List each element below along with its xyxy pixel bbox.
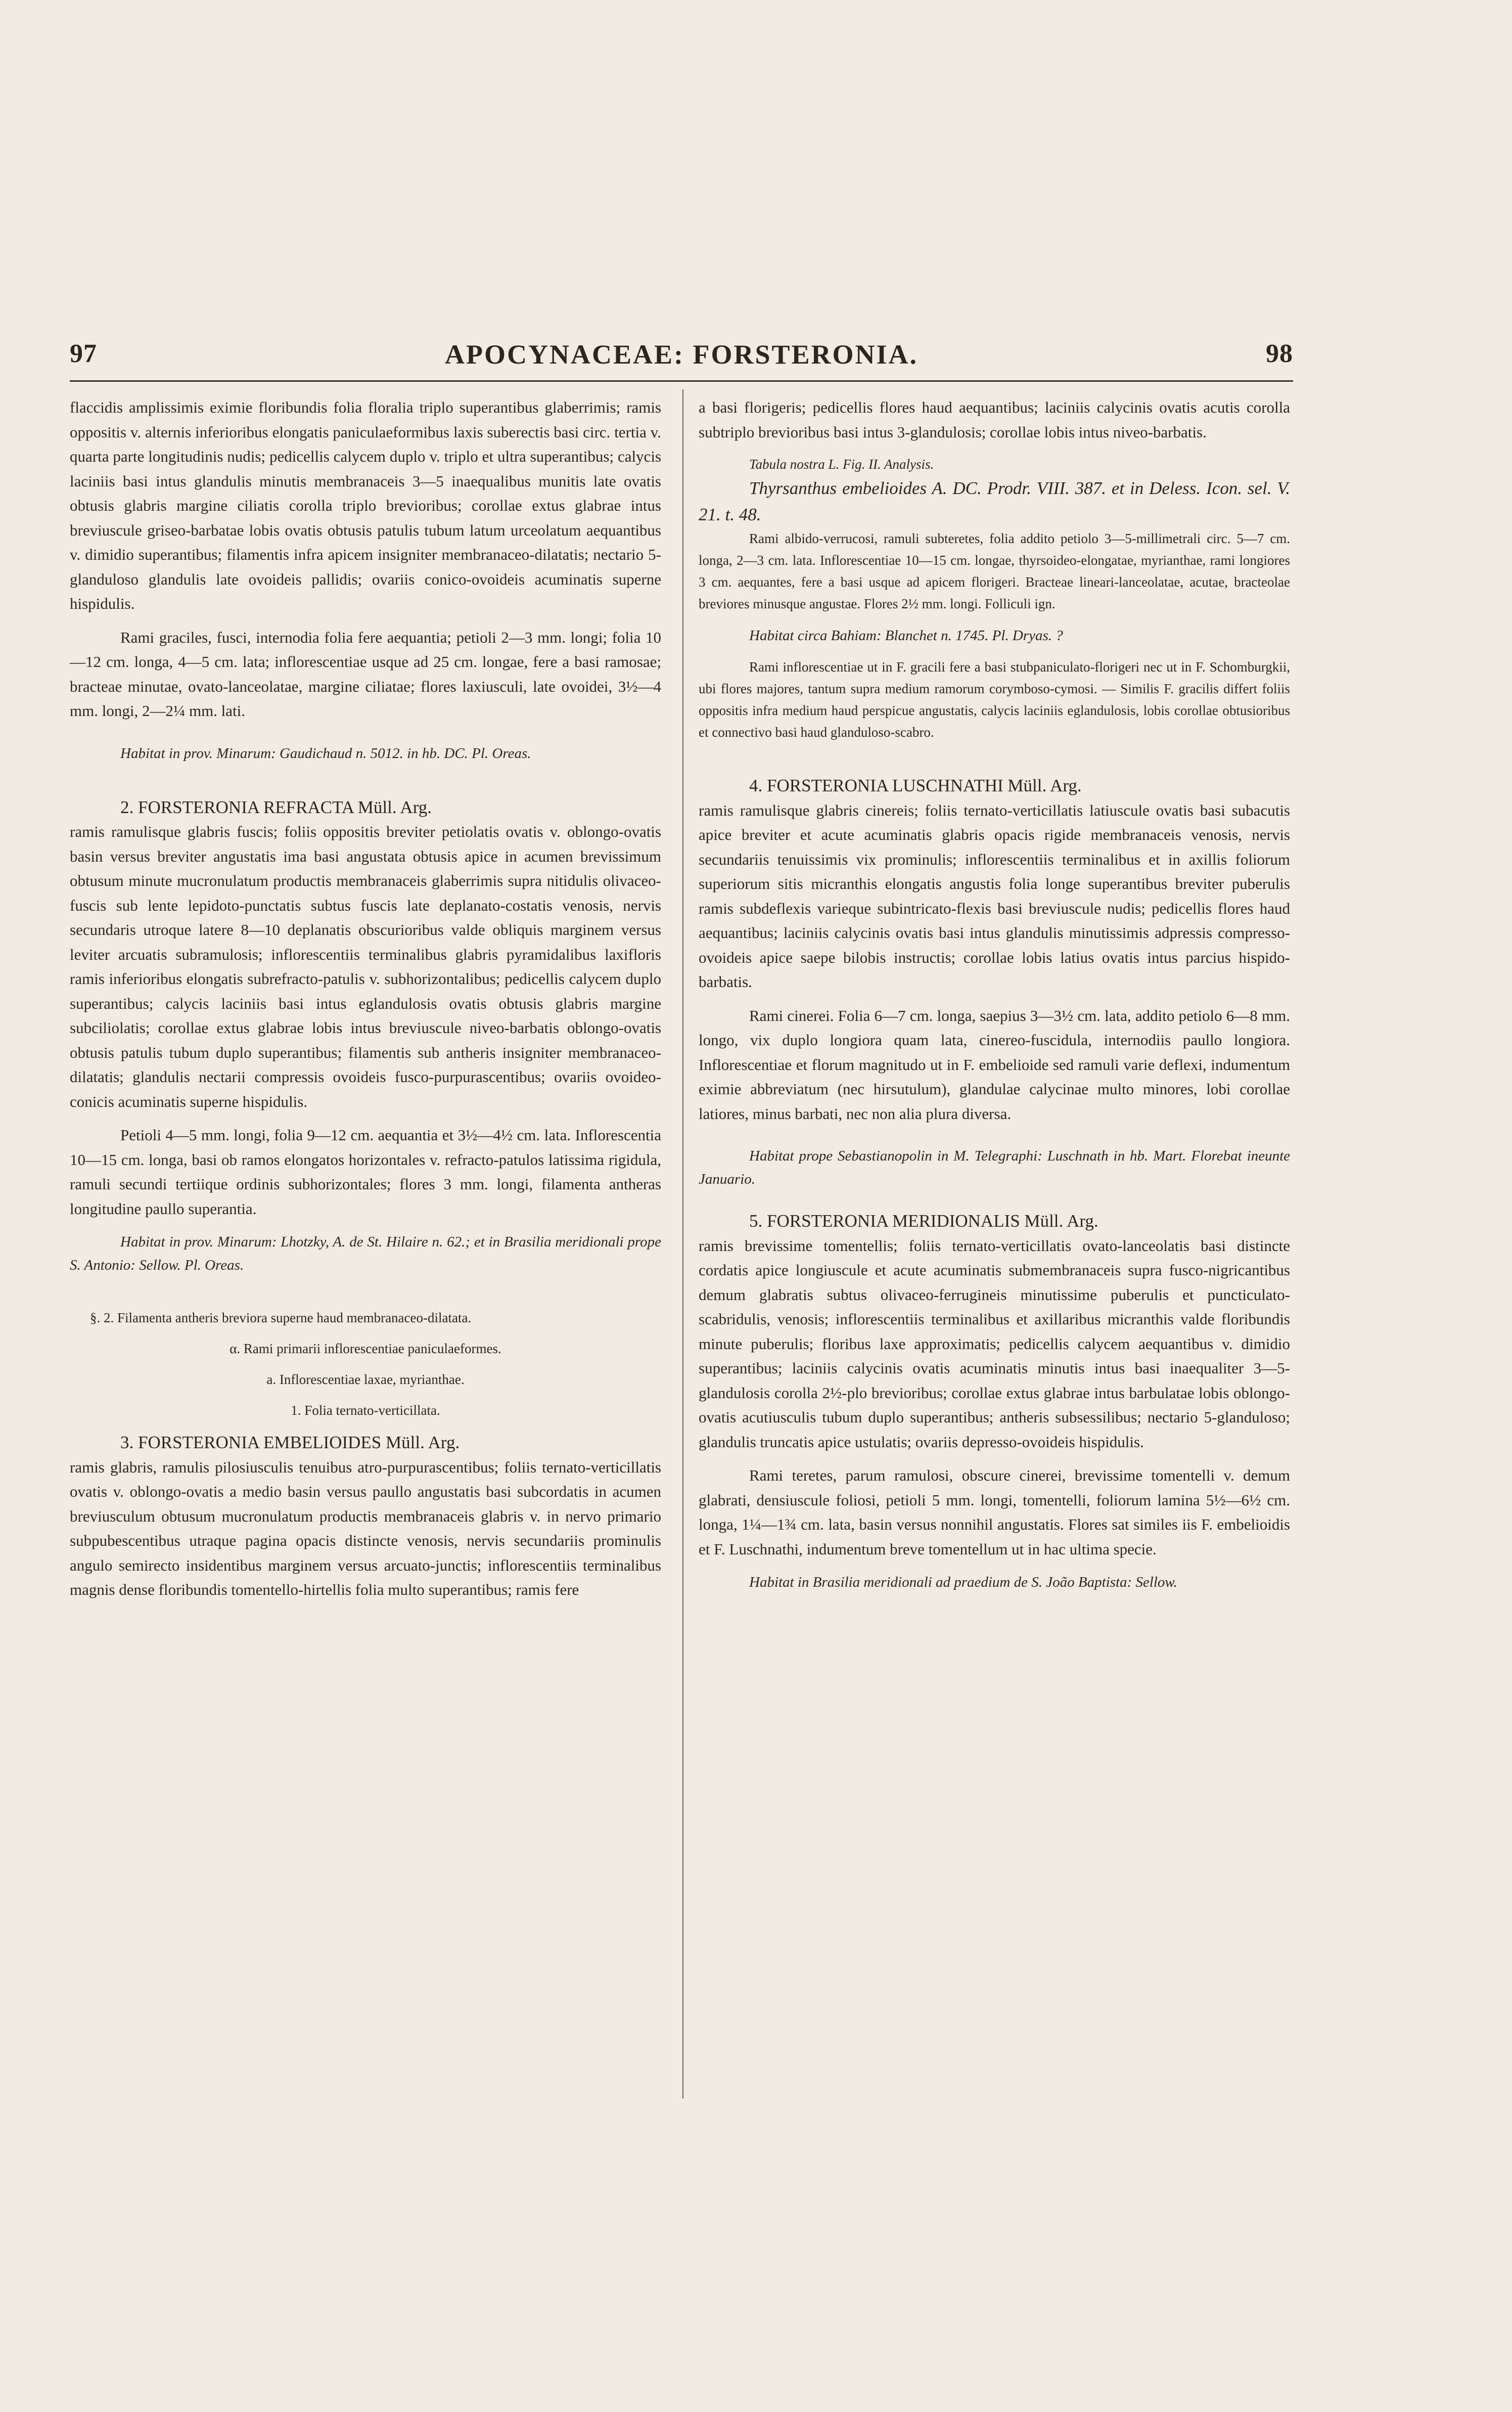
measurements-paragraph: Rami albido-verrucosi, ramuli subteretes, folia addito petiolo 3—5-millimetrali circ. 5—7 cm. longa, 2—3 cm. lata. Inflorescentiae 10—15 cm. longae, thyrsoideo-elongatae, myrianthae, rami longiores 3 cm. aequantes, fere a basi usque ad apicem florigeri. Bracteae lineari-lanceolatae, acutae, bracteolae breviores minusque angustae. Flores 2½ mm. longi. Folliculi ign. xyxy=(699,531,1290,611)
page-number-right: 98 xyxy=(1266,339,1293,368)
habitat-note: Habitat in prov. Minarum: Lhotzky, A. de St. Hilaire n. 62.; et in Brasilia meridionali prope S. Antonio: Sellow. Pl. Oreas. xyxy=(70,1234,661,1273)
description-paragraph: ramis ramulisque glabris fuscis; foliis oppositis breviter petiolatis ovatis v. oblongo-ovatis basin versus breviter angustatis ima basi angustata obtusis apice in acumen brevissimum obtusum minute mucronulatum productis membranaceis glaberrimis supra nitidulis olivaceo-fuscis sub lente lepidoto-punctatis subtus fuscis late deplanato-costatis venosis, nervis secundaris utroque latere 8—10 deplanatis obscurioribus valde obliquis marginem versus leviter arcuatis subramulosis; inflorescentiis terminalibus glabris pyramidalibus laxifloris ramis inferioribus elongatis subrefracto-patulis v. subhorizontalibus; pedicellis calycem duplo superantibus; calycis laciniis basi intus eglandulosis ovatis obtusis glabris margine subciliolatis; corollae extus glabrae lobis intus breviuscule niveo-barbatis oblongo-ovatis obtusis patulis tubum duplo superantibus; filamentis sub antheris insigniter membranaceo-dilatatis; glandulis nectarii compressis ovoideis fusco-purpurascentibus; ovariis ovoideo-conicis acuminatis superne hispidulis. xyxy=(70,823,661,1110)
species-heading: 5. FORSTERONIA MERIDIONALIS Müll. Arg. xyxy=(749,1211,1098,1231)
description-paragraph: ramis ramulisque glabris cinereis; foliis ternato-verticillatis latiuscule ovatis basi subacutis apice breviter et acute acuminatis glabris opacis rigide membranaceis venosis, nervis secundariis tenuissimis vix prominulis; inflorescentiis terminalibus et in axillis foliorum superiorum sitis micranthis elongatis angustis folia longe superantibus breviter puberulis ramis subdeflexis varieque subintricato-flexis basi breviuscule nudis; pedicellis flores haud aequantibus; laciniis calycinis ovatis basi intus glandulis minutissimis adpressis compresso-ovoideis apice saepe bilobis instructis; corollae lobis latius ovatis intus parcius hispido-barbatis. xyxy=(699,801,1290,991)
description-paragraph: ramis brevissime tomentellis; foliis ternato-verticillatis ovato-lanceolatis basi distincte cordatis apice longiuscule et acute acuminatis submembranaceis supra fusco-nigricantibus demum glabratis subtus olivaceo-ferrugineis minutissime puberulis et puncticulato-scabridulis, venosis; inflorescentiis terminalibus et axillaribus micranthis valde floribundis minute puberulis; floribus laxe approximatis; pedicellis calycem aequantibus v. dimidio superantibus; laciniis calycinis ovatis acuminatis minutis intus basi inaequaliter 3—5-glandulosis corolla 2½-plo brevioribus; corollae extus glabrae intus barbulatae lobis oblongo-ovatis acutiusculis tubum duplo superantibus; antheris subsessilibus; nectario 5-glanduloso; glandulis truncatis apice ustulatis; ovariis depresso-ovoideis hispidulis. xyxy=(699,1236,1290,1451)
key-line: §. 2. Filamenta antheris breviora superne haud membranaceo-dilatata. xyxy=(90,1310,472,1325)
measurements-paragraph: Petioli 4—5 mm. longi, folia 9—12 cm. aequantia et 3½—4½ cm. lata. Inflorescentia 10—15 cm. longa, basi ob ramos elongatos horizontales v. refracto-patulos latissima rigidula, ramuli secundi tertiique ordinis subhorizontales; flores 3 mm. longi, filamenta antheras longitudine paullo superantia. xyxy=(70,1126,661,1218)
synonym-citation: Thyrsanthus embelioides A. DC. Prodr. VIII. 387. et in Deless. Icon. sel. V. 21. t. 48. xyxy=(699,478,1290,524)
right-column xyxy=(699,395,1290,1594)
left-column xyxy=(70,395,661,1602)
habitat-note: Habitat circa Bahiam: Blanchet n. 1745. Pl. Dryas. ? xyxy=(749,628,1063,644)
description-paragraph: flaccidis amplissimis eximie floribundis folia floralia triplo superantibus glaberrimis; ramis oppositis v. alternis inferioribus elongatis paniculaeformibus laxis suberectis basi circ. tertia v. quarta parte longitudinis nudis; pedicellis calycem duplo v. triplo et ultra superantibus; calycis laciniis basi intus glandulis minutis membranaceis 3—5 inaequalibus munitis late ovatis obtusis glabris margine ciliatis corolla triplo brevioribus; corollae extus glabrae intus breviuscule griseo-barbatae lobis ovatis obtusis patulis tubum latum urceolatum aequantibus v. dimidio superantibus; filamentis infra apicem insigniter membranaceo-dilatatis; nectario 5-glanduloso glandulis late ovoideis pallidis; ovariis conico-ovoideis acuminatis superne hispidulis. xyxy=(70,398,661,612)
species-heading: 4. FORSTERONIA LUSCHNATHI Müll. Arg. xyxy=(749,776,1082,795)
measurements-paragraph: Rami teretes, parum ramulosi, obscure cinerei, brevissime tomentelli v. demum glabrati, densiuscule foliosi, petioli 5 mm. longi, tomentelli, foliorum lamina 5½—6½ cm. longa, 1¼—1¾ cm. lata, basin versus nonnihil angustatis. Flores sat similes iis F. embelioidis et F. Luschnathi, indumentum breve tomentellum ut in hac ultima specie. xyxy=(699,1466,1290,1558)
key-line: α. Rami primarii inflorescentiae paniculaeformes. xyxy=(230,1341,501,1356)
measurements-paragraph: Rami cinerei. Folia 6—7 cm. longa, saepius 3—3½ cm. lata, addito petiolo 6—8 mm. longo, vix duplo longiora quam lata, cinereo-fuscidula, internodiis paullo longiora. Inflorescentiae et florum magnitudo ut in F. embelioide sed ramuli varie deflexi, indumentum eximie abbreviatum (nec hirsutulum), glandulae calycinae multo minores, lobi corollae latiores, minus barbati, nec non alia plura diversa. xyxy=(699,1006,1290,1123)
plate-reference: Tabula nostra L. Fig. II. Analysis. xyxy=(749,457,934,472)
description-paragraph: ramis glabris, ramulis pilosiusculis tenuibus atro-purpurascentibus; foliis ternato-verticillatis ovatis v. oblongo-ovatis a medio basin versus paullo angustatis basi subcordatis in acumen breviusculum obtusum mucronulatum productis membranaceis glabris v. in nervo primario subpubescentibus utraque pagina opacis distincte venosis, nervis secundariis prominulis angulo semirecto insidentibus marginem versus arcuato-junctis; inflorescentiis terminalibus magnis dense floribundis tomentello-hirtellis folia multo superantibus; ramis fere xyxy=(70,1458,661,1598)
remark-paragraph: Rami inflorescentiae ut in F. gracili fere a basi stubpaniculato-florigeri nec ut in F. Schomburgkii, ubi flores majores, tantum supra medium ramorum corymboso-cymosi. — Similis F. gracilis differt foliis oppositis infra medium haud perspicue angustatis, calycis laciniis eglandulosis, lobis corollae obtusioribus et connectivo basi haud glanduloso-scabro. xyxy=(699,659,1290,740)
habitat-note: Habitat prope Sebastianopolin in M. Telegraphi: Luschnath in hb. Mart. Florebat ineunte Januario. xyxy=(699,1148,1290,1187)
column-divider xyxy=(682,389,683,2098)
species-heading: 3. FORSTERONIA EMBELIOIDES Müll. Arg. xyxy=(120,1433,460,1452)
species-heading: 2. FORSTERONIA REFRACTA Müll. Arg. xyxy=(120,797,432,817)
running-title: APOCYNACEAE: FORSTERONIA. xyxy=(444,339,919,370)
page-number-left: 97 xyxy=(70,339,97,368)
page-header xyxy=(70,339,1293,374)
habitat-note: Habitat in Brasilia meridionali ad praedium de S. João Baptista: Sellow. xyxy=(749,1574,1177,1590)
header-rule xyxy=(70,380,1293,382)
habitat-note: Habitat in prov. Minarum: Gaudichaud n. 5012. in hb. DC. Pl. Oreas. xyxy=(120,745,531,762)
key-line: 1. Folia ternato-verticillata. xyxy=(291,1403,440,1418)
measurements-paragraph: Rami graciles, fusci, internodia folia fere aequantia; petioli 2—3 mm. longi; folia 10—12 cm. longa, 4—5 cm. lata; inflorescentiae usque ad 25 cm. longae, fere a basi ramosae; bracteae minutae, ovato-lanceolatae, margine ciliatae; flores laxiusculi, late ovoidei, 3½—4 mm. longi, 2—2¼ mm. lati. xyxy=(70,628,661,720)
description-paragraph: a basi florigeris; pedicellis flores haud aequantibus; laciniis calycinis ovatis acutis corolla subtriplo brevioribus basi intus 3-glandulosis; corollae lobis intus niveo-barbatis. xyxy=(699,398,1290,441)
key-line: a. Inflorescentiae laxae, myrianthae. xyxy=(266,1372,465,1387)
